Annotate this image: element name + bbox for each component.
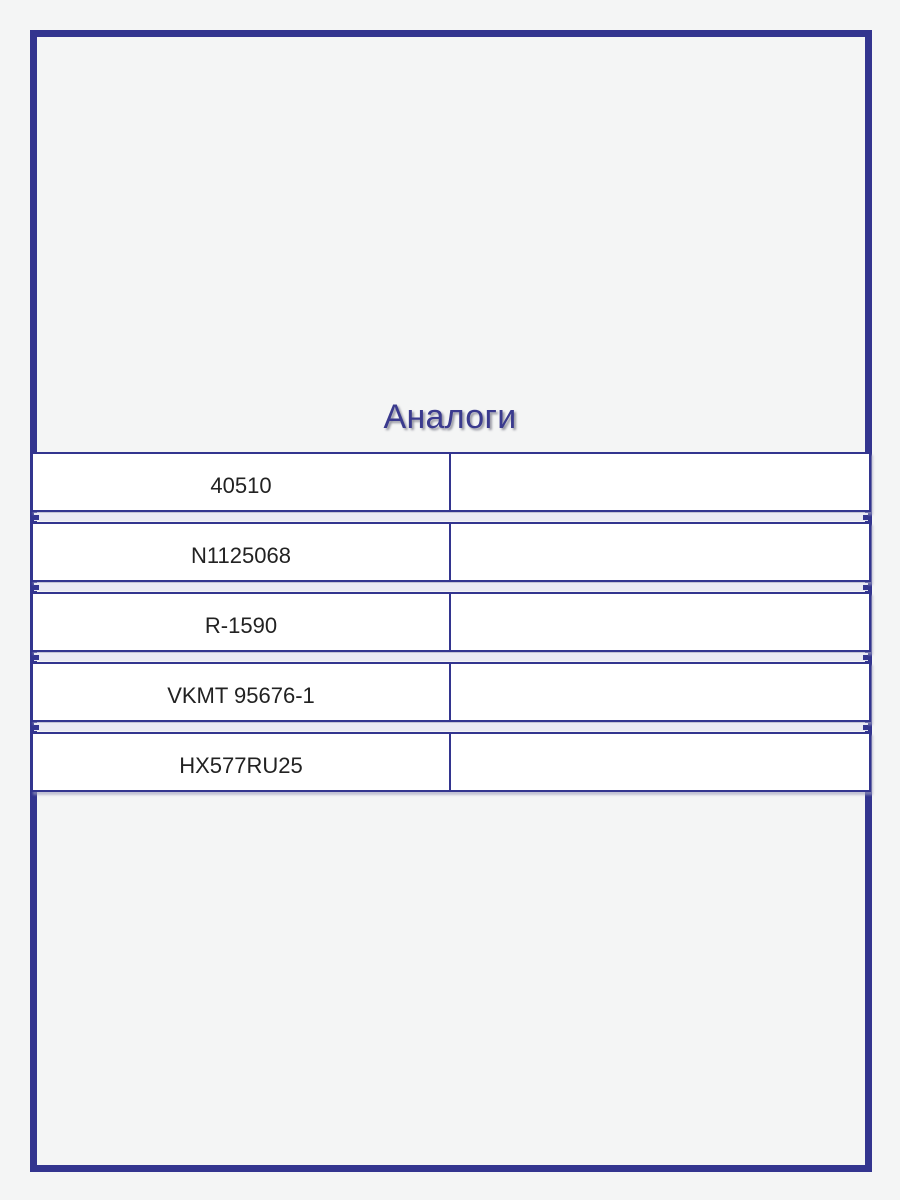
- table-row-wrapper: [31, 732, 871, 802]
- analog-code-cell: R-1590: [33, 594, 451, 650]
- table-row: [31, 662, 871, 722]
- table-row: [31, 452, 871, 512]
- table-row-wrapper: [31, 452, 871, 522]
- row-separator: [34, 723, 868, 731]
- analog-code-cell: N1125068: [33, 524, 451, 580]
- table-row-wrapper: [31, 522, 871, 592]
- table-row-wrapper: [31, 662, 871, 732]
- table-row: [31, 592, 871, 652]
- analog-code-cell: 40510: [33, 454, 451, 510]
- table-row: [31, 732, 871, 792]
- table-row-wrapper: [31, 592, 871, 662]
- analog-value-cell: [451, 664, 869, 720]
- row-separator: [34, 583, 868, 591]
- row-separator: [34, 513, 868, 521]
- row-separator: [34, 653, 868, 661]
- analogs-table: [31, 452, 871, 802]
- analog-value-cell: [451, 454, 869, 510]
- analog-value-cell: [451, 524, 869, 580]
- analog-code-cell: HX577RU25: [33, 734, 451, 790]
- analog-code-cell: VKMT 95676-1: [33, 664, 451, 720]
- page-title: Аналоги: [383, 398, 517, 436]
- analog-value-cell: [451, 734, 869, 790]
- table-row: [31, 522, 871, 582]
- analog-value-cell: [451, 594, 869, 650]
